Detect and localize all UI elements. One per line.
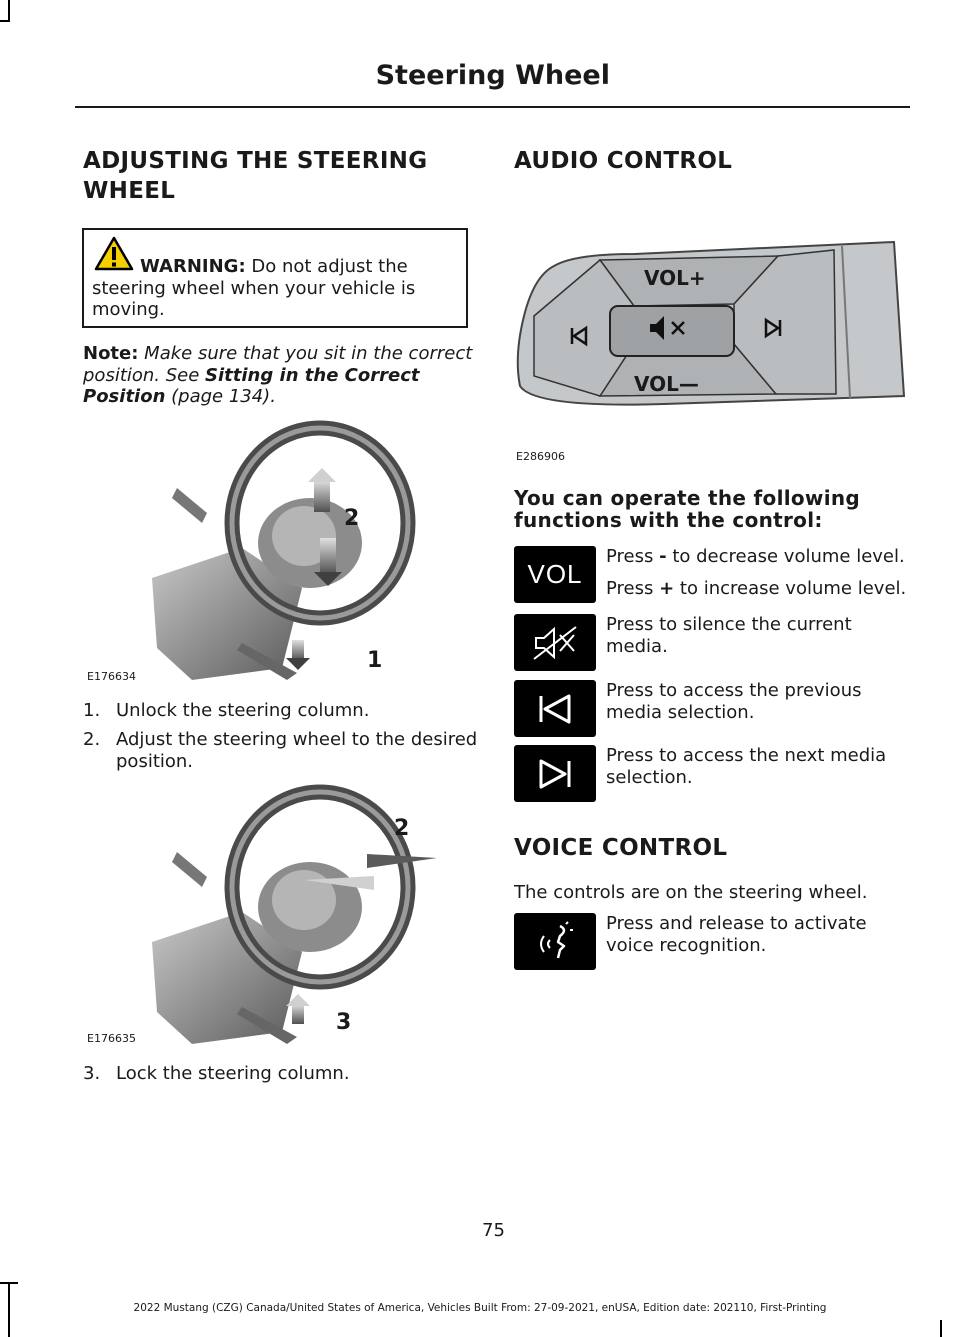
voice-recognition-description: Press and release to activate voice recognition. [606, 913, 867, 956]
header-divider [75, 106, 910, 108]
cross-reference-link[interactable]: Sitting in the Correct Position [83, 364, 420, 407]
audio-switch-illustration [514, 236, 909, 416]
mute-description: Press to silence the current media. [606, 614, 852, 657]
next-track-icon [514, 745, 596, 802]
step-item: 3. Lock the steering column. [83, 1063, 350, 1084]
voice-intro: The controls are on the steering wheel. [514, 882, 868, 903]
step-item: 2. Adjust the steering wheel to the desired position. [83, 729, 478, 772]
vol-icon: VOL [514, 546, 596, 603]
callout-number: 1 [367, 648, 383, 673]
crop-mark [0, 20, 10, 22]
vol-plus-label: VOL+ [644, 266, 706, 290]
functions-subheading: You can operate the following functions with the control: [514, 486, 861, 532]
callout-number: 2 [344, 506, 360, 531]
vol-minus-label: VOL— [634, 372, 699, 396]
figure-code: E176634 [87, 670, 136, 683]
figure-code: E286906 [516, 450, 565, 463]
figure-code: E176635 [87, 1032, 136, 1045]
voice-recognition-icon [514, 913, 596, 970]
next-track-description: Press to access the next media selection. [606, 745, 887, 788]
callout-number: 2 [394, 816, 410, 841]
previous-track-description: Press to access the previous media selection. [606, 680, 862, 723]
section-heading-voice: VOICE CONTROL [514, 835, 728, 861]
warning-text: WARNING: Do not adjust the steering wheel when your vehicle is moving. [92, 256, 416, 320]
audio-control-figure [514, 236, 909, 466]
page-number: 75 [482, 1220, 505, 1241]
steering-wheel-illustration [82, 418, 477, 688]
step-item: 1. Unlock the steering column. [83, 700, 370, 721]
mute-icon [514, 614, 596, 671]
crop-mark [0, 1282, 18, 1284]
edition-footer: 2022 Mustang (CZG) Canada/United States of America, Vehicles Built From: 27-09-2021, enUSA, Edition date: 202110, First-Printing [133, 1302, 827, 1314]
crop-mark [940, 1320, 942, 1337]
volume-increase-text: Press + to increase volume level. [606, 578, 907, 599]
previous-track-icon [514, 680, 596, 737]
note-paragraph: Note: Make sure that you sit in the correct position. See Sitting in the Correct Position (page 134). [83, 343, 473, 407]
crop-mark [8, 0, 10, 20]
section-heading-audio: AUDIO CONTROL [514, 148, 733, 174]
steering-wheel-tilt-figure [82, 418, 477, 688]
page-header-title: Steering Wheel [375, 60, 610, 91]
volume-decrease-text: Press - to decrease volume level. [606, 546, 905, 567]
callout-number: 3 [336, 1010, 352, 1035]
steering-wheel-telescope-figure [82, 782, 477, 1052]
warning-box [82, 228, 468, 328]
section-heading-adjusting: ADJUSTING THE STEERING WHEEL [83, 148, 428, 204]
steering-wheel-illustration [82, 782, 477, 1052]
